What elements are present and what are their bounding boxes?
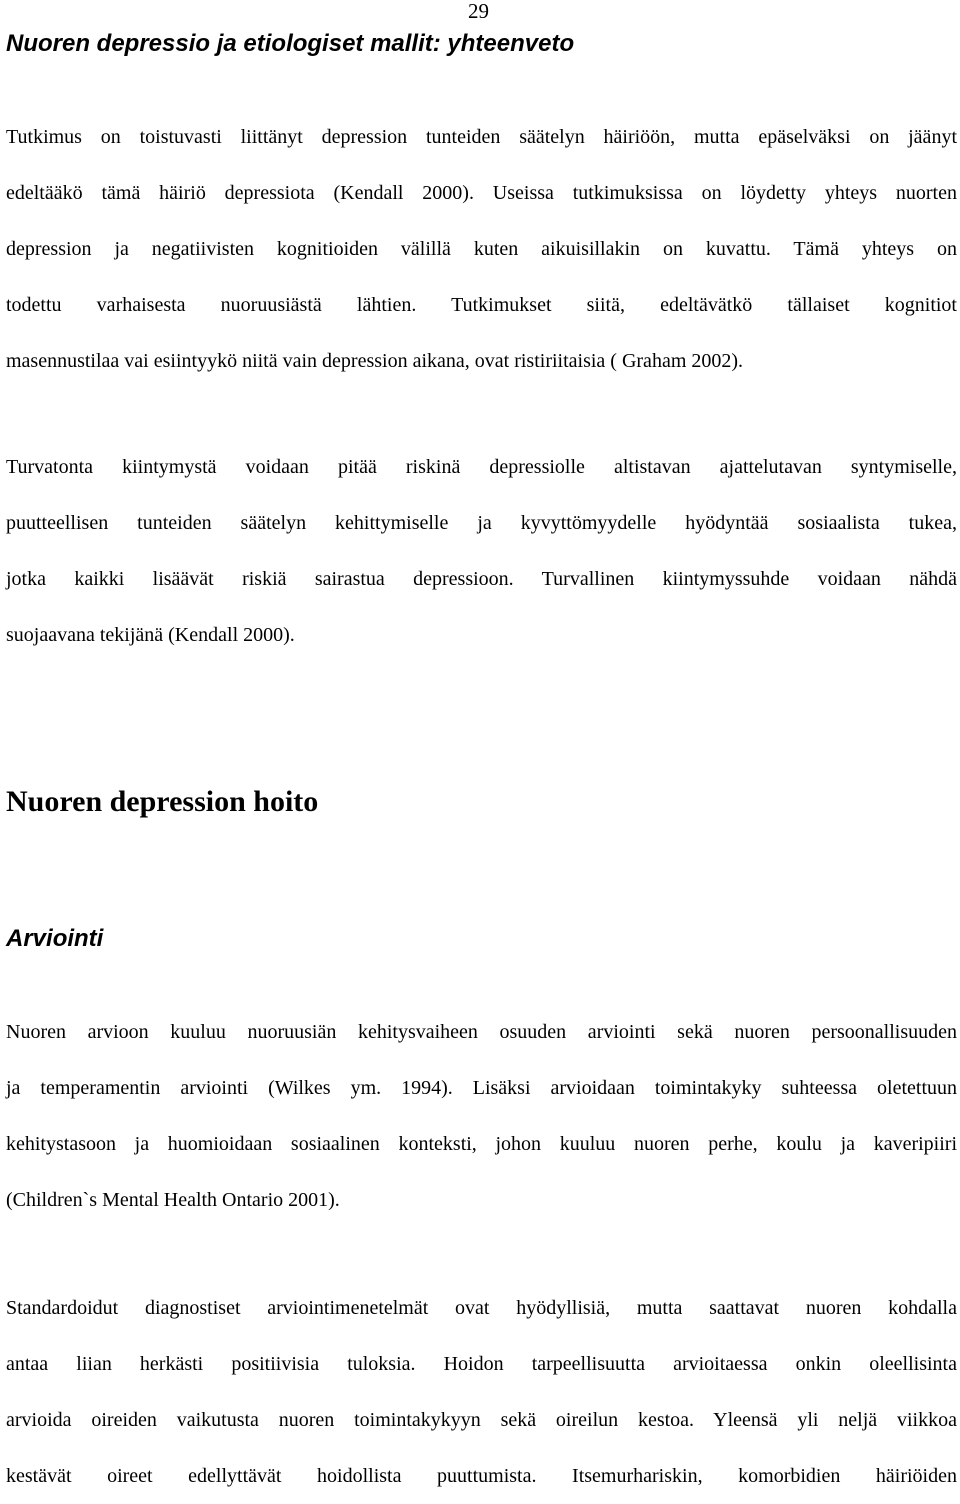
paragraph-line: todettu varhaisesta nuoruusiästä lähtien. Tutkimukset siitä, edeltävätkö tällaiset kognitiot [6, 294, 957, 316]
paragraph-line: arvioida oireiden vaikutusta nuoren toimintakykyyn sekä oireilun kestoa. Yleensä yli neljä viikkoa [6, 1409, 957, 1431]
paragraph-assessment [6, 1004, 957, 1228]
paragraph-line: kehitystasoon ja huomioidaan sosiaalinen konteksti, johon kuuluu nuoren perhe, koulu ja kaveripiiri [6, 1133, 957, 1155]
heading-treatment: Nuoren depression hoito [6, 785, 319, 818]
paragraph-diagnostic-methods [6, 1280, 957, 1504]
paragraph-line: ja temperamentin arviointi (Wilkes ym. 1994). Lisäksi arvioidaan toimintakyky suhteessa oletettuun [6, 1077, 957, 1099]
paragraph-attachment [6, 439, 957, 663]
paragraph-line: masennustilaa vai esiintyykö niitä vain depression aikana, ovat ristiriitaisia ( Graham 2002). [6, 350, 744, 372]
paragraph-line: puutteellisen tunteiden säätelyn kehittymiselle ja kyvyttömyydelle hyödyntää sosiaalista tukea, [6, 512, 957, 534]
heading-assessment: Arviointi [6, 925, 104, 952]
heading-etiology-summary: Nuoren depressio ja etiologiset mallit: yhteenveto [6, 30, 575, 57]
page-number: 29 [468, 0, 489, 23]
paragraph-line: Nuoren arvioon kuuluu nuoruusiän kehitysvaiheen osuuden arviointi sekä nuoren persoonallisuuden [6, 1021, 957, 1043]
paragraph-line: kestävät oireet edellyttävät hoidollista puuttumista. Itsemurhariskin, komorbidien häiriöiden [6, 1465, 957, 1487]
paragraph-line: (Children`s Mental Health Ontario 2001). [6, 1189, 340, 1211]
paragraph-line: jotka kaikki lisäävät riskiä sairastua depressioon. Turvallinen kiintymyssuhde voidaan nähdä [6, 568, 957, 590]
paragraph-line: depression ja negatiivisten kognitioiden välillä kuten aikuisillakin on kuvattu. Tämä yhteys on [6, 238, 957, 260]
paragraph-line: edeltääkö tämä häiriö depressiota (Kendall 2000). Useissa tutkimuksissa on löydetty yhteys nuorten [6, 182, 957, 204]
paragraph-line: antaa liian herkästi positiivisia tuloksia. Hoidon tarpeellisuutta arvioitaessa onkin oleellisinta [6, 1353, 957, 1375]
paragraph-emotion-regulation [6, 109, 957, 389]
paragraph-line: Standardoidut diagnostiset arviointimenetelmät ovat hyödyllisiä, mutta saattavat nuoren kohdalla [6, 1297, 957, 1319]
paragraph-line: Turvatonta kiintymystä voidaan pitää riskinä depressiolle altistavan ajattelutavan syntymiselle, [6, 456, 957, 478]
paragraph-line: suojaavana tekijänä (Kendall 2000). [6, 624, 295, 646]
paragraph-line: Tutkimus on toistuvasti liittänyt depression tunteiden säätelyn häiriöön, mutta epäselväksi on jäänyt [6, 126, 957, 148]
